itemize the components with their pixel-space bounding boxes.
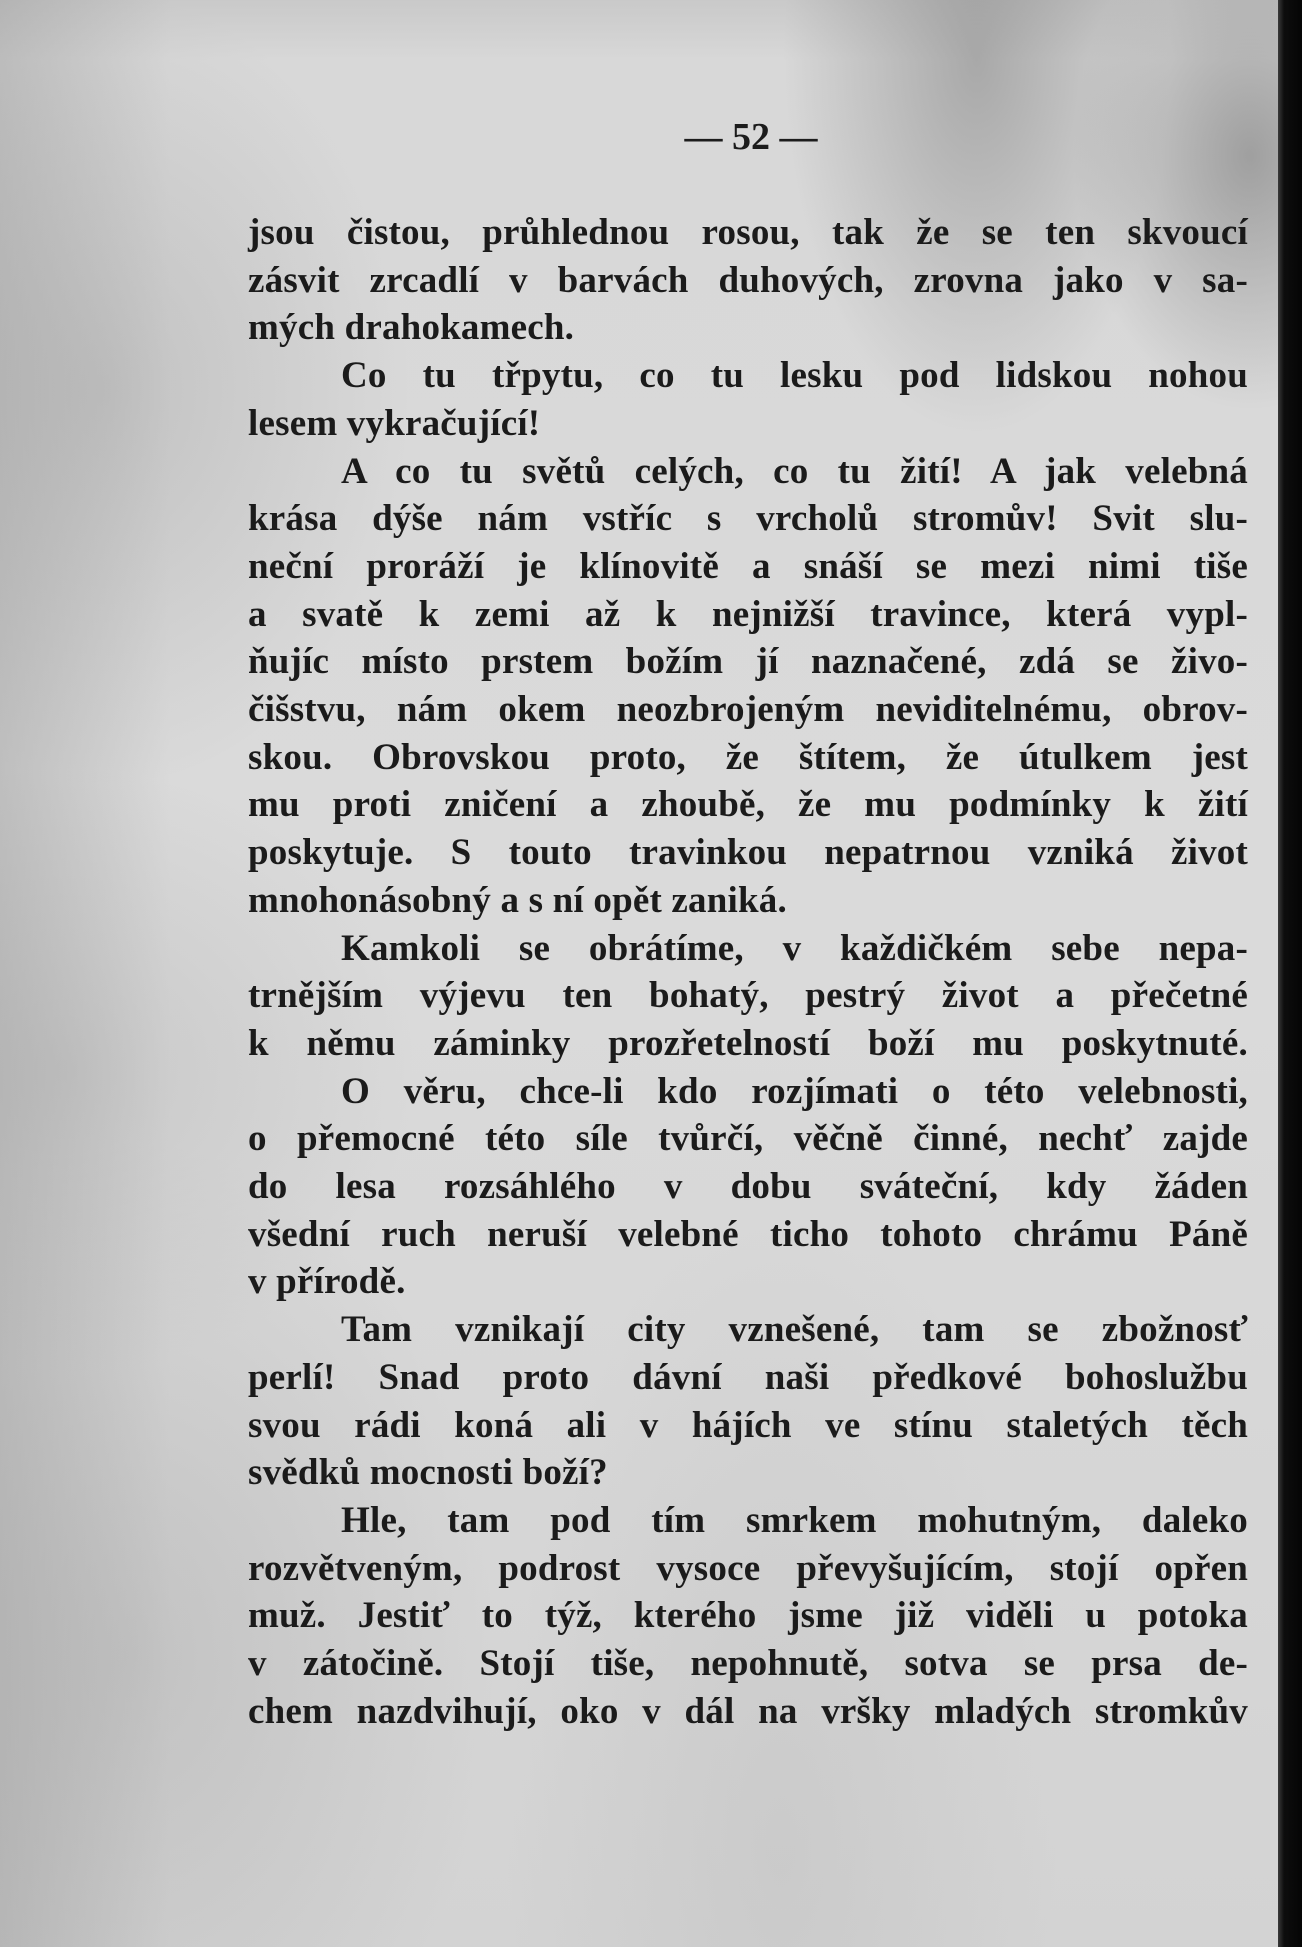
text-line: zásvit zrcadlí v barvách duhových, zrovna jako v sa- [248, 259, 1248, 301]
text-line: chem nazdvihují, oko v dál na vršky mladých stromkův [248, 1690, 1248, 1732]
text-line: krása dýše nám vstříc s vrcholů stromův! Svit slu- [248, 498, 1248, 540]
text-line: všední ruch neruší velebné ticho tohoto chrámu Páně [248, 1213, 1248, 1255]
text-line: neční proráží je klínovitě a snáší se mezi nimi tiše [248, 545, 1248, 587]
text-line: svou rádi koná ali v hájích ve stínu staletých těch [248, 1404, 1248, 1446]
text-line: v zátočině. Stojí tiše, nepohnutě, sotva se prsa de- [248, 1643, 1248, 1684]
text-line: svědků mocnosti boží? [248, 1452, 608, 1494]
text-line: v přírodě. [248, 1261, 406, 1303]
text-line: A co tu světů celých, co tu žití! A jak velebná [341, 450, 1248, 492]
text-line: k němu záminky prozřetelností boží mu poskytnuté. [248, 1022, 1248, 1064]
text-line: ňujíc místo prstem božím jí naznačené, zdá se živo- [248, 641, 1248, 683]
page-number: — 52 — [684, 116, 818, 158]
text-line: O věru, chce-li kdo rozjímati o této velebnosti, [341, 1070, 1248, 1112]
text-line: do lesa rozsáhlého v dobu sváteční, kdy žáden [248, 1166, 1248, 1207]
text-line: o přemocné této síle tvůrčí, věčně činné, nechť zajde [248, 1118, 1248, 1160]
text-line: Tam vznikají city vznešené, tam se zbožnosť [341, 1309, 1248, 1351]
text-line: mu proti zničení a zhoubě, že mu podmínky k žití [248, 784, 1248, 826]
scan-shading [0, 0, 170, 1947]
text-line: mnohonásobný a s ní opět zaniká. [248, 879, 787, 921]
text-line: skou. Obrovskou proto, že štítem, že útulkem jest [248, 736, 1248, 778]
text-line: perlí! Snad proto dávní naši předkové bohoslužbu [248, 1356, 1248, 1398]
text-line: jsou čistou, průhlednou rosou, tak že se ten skvoucí [248, 212, 1248, 253]
text-line: muž. Jestiť to týž, kterého jsme již viděli u potoka [248, 1595, 1248, 1637]
text-line: rozvětveným, podrost vysoce převyšujícím, stojí opřen [248, 1547, 1248, 1589]
text-line: Hle, tam pod tím smrkem mohutným, daleko [341, 1499, 1248, 1541]
text-line: čišstvu, nám okem neozbrojeným neviditelnému, obrov- [248, 689, 1248, 730]
text-line: trnějším výjevu ten bohatý, pestrý život a přečetné [248, 975, 1248, 1017]
text-line: a svatě k zemi až k nejnižší travince, která vypl- [248, 593, 1248, 635]
scan-border [1278, 0, 1302, 1947]
text-line: lesem vykračující! [248, 402, 541, 444]
text-line: Kamkoli se obrátíme, v každičkém sebe nepa- [341, 927, 1248, 969]
text-line: mých drahokamech. [248, 307, 575, 349]
text-line: poskytuje. S touto travinkou nepatrnou vzniká život [248, 832, 1248, 874]
text-line: Co tu třpytu, co tu lesku pod lidskou nohou [341, 355, 1248, 397]
